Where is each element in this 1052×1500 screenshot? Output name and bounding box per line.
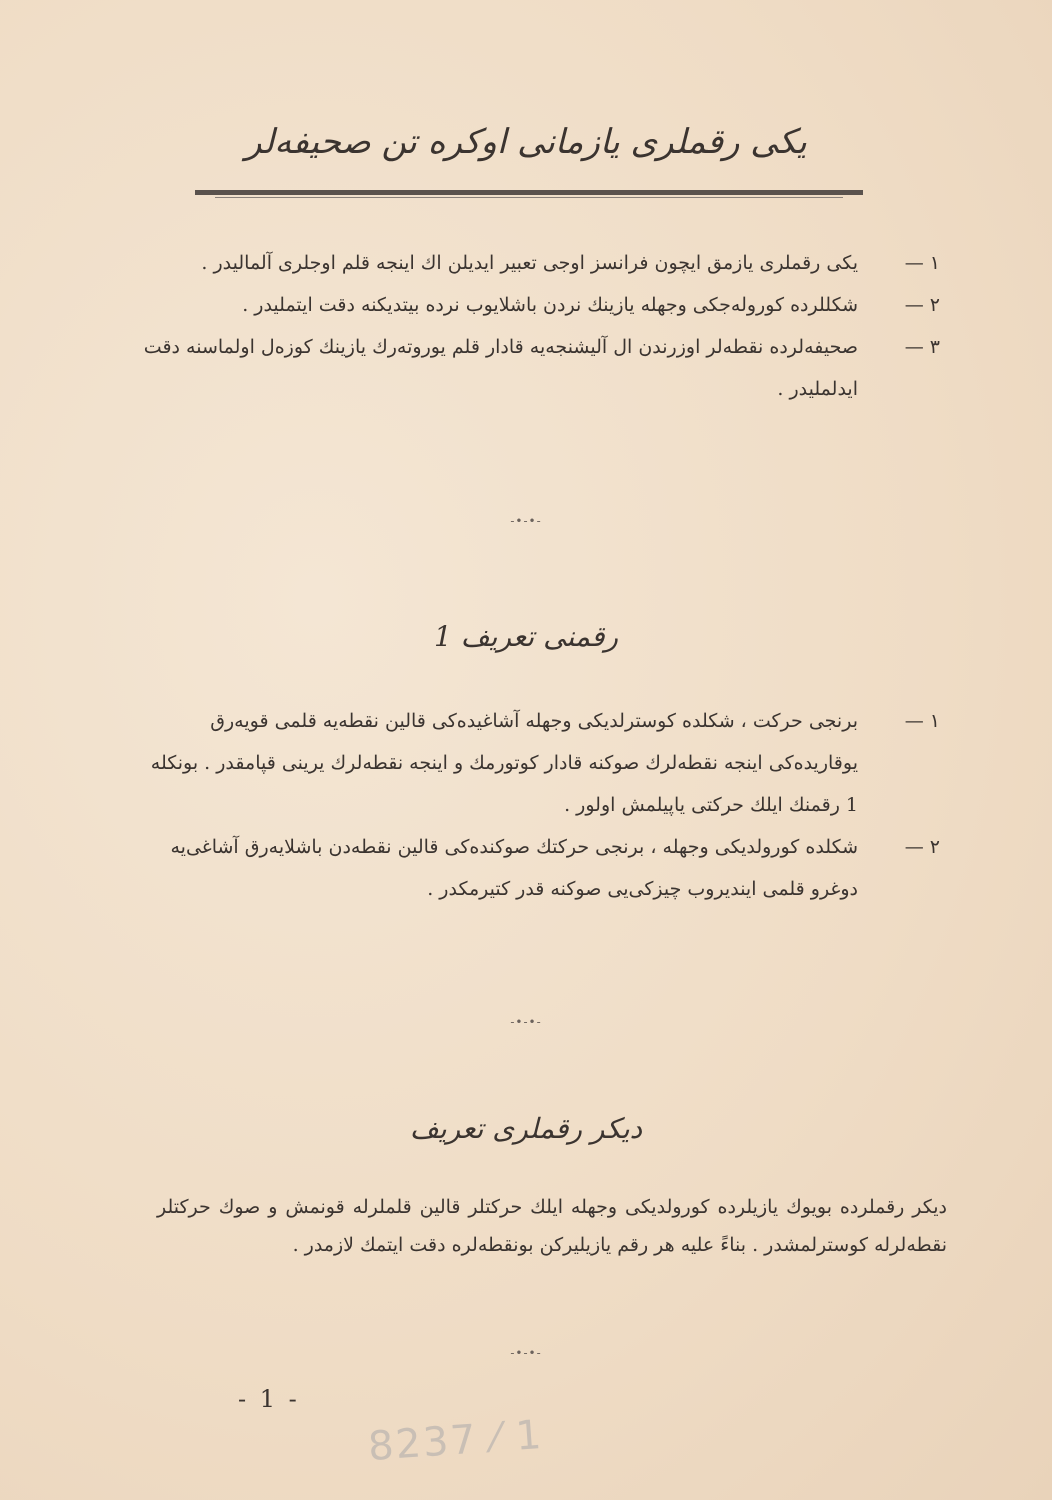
title-underline-thick	[195, 190, 863, 195]
intro-list	[140, 242, 940, 410]
list-item	[140, 326, 940, 410]
list-item-number: ۱ —	[904, 710, 940, 732]
list-item-text: یکی رقملری یازمق ایچون فرانسز اوجی تعبیر ایدیلن اك اینجه قلم اوجلری آلمالیدر .	[201, 252, 858, 274]
section-heading: رقمنی تعریف 1	[433, 620, 619, 653]
section2-paragraph: دیکر رقملرده بویوك یازیلرده کورولدیکی وجهله ایلك حرکتلر قالین قلملرله قونمش و صوك حرکتلر نقطه‌لرله کوسترلمشدر . بناءً علیه هر رقم یازیلیرکن بونقطه‌لره دقت ایتمك لازمدر .	[157, 1196, 947, 1256]
list-item	[140, 826, 940, 910]
title-underline	[195, 190, 863, 198]
list-item-number: ۱ —	[904, 252, 940, 274]
section-heading: دیکر رقملری تعریف	[409, 1112, 643, 1145]
list-item-number: ۲ —	[904, 294, 940, 316]
list-item-number: ۲ —	[904, 836, 940, 858]
handwritten-archive-mark: 8237 ⁄ 1	[366, 1411, 545, 1471]
list-item-text: شکلده کورولدیکی وجهله ، برنجی حرکتك صوکنده‌کی قالین نقطه‌دن باشلایه‌رق آشاغی‌یه دوغرو قلمی ایندیروب چیزکی‌یی صوکنه قدر کتیرمکدر .	[170, 836, 858, 900]
list-item-number: ۳ —	[904, 336, 940, 358]
list-item	[140, 700, 940, 826]
page-number: - 1 -	[238, 1385, 300, 1413]
list-item	[140, 242, 940, 284]
list-item-text: صحیفه‌لرده نقطه‌لر اوزرندن ال آلیشنجه‌یه قادار قلم یوروته‌رك یازینك کوزه‌ل اولماسنه دقت ایدلملیدر .	[143, 336, 858, 400]
title-underline-thin	[215, 197, 843, 198]
ornament-separator: -•-•-	[510, 1015, 542, 1029]
ornament-separator: -•-•-	[510, 514, 542, 528]
section1-list	[140, 700, 940, 910]
ornament-separator: -•-•-	[510, 1346, 542, 1360]
list-item-text: شکللرده کوروله‌جکی وجهله یازینك نردن باشلایوب نرده بیتدیکنه دقت ایتملیدر .	[242, 294, 858, 316]
page-title: یکی رقملری یازمانی اوکره تن صحیفه‌لر	[245, 122, 807, 162]
list-item-text: برنجی حرکت ، شکلده کوسترلدیکی وجهله آشاغیده‌کی قالین نقطه‌یه قلمی قویه‌رق یوقاریده‌کی اینجه نقطه‌لرك صوکنه قادار کوتورمك و اینجه نقطه‌لرك یرینی قپامقدر . بونکله 1 رقمنك ایلك حرکتی یاپیلمش اولور .	[150, 710, 858, 816]
list-item	[140, 284, 940, 326]
